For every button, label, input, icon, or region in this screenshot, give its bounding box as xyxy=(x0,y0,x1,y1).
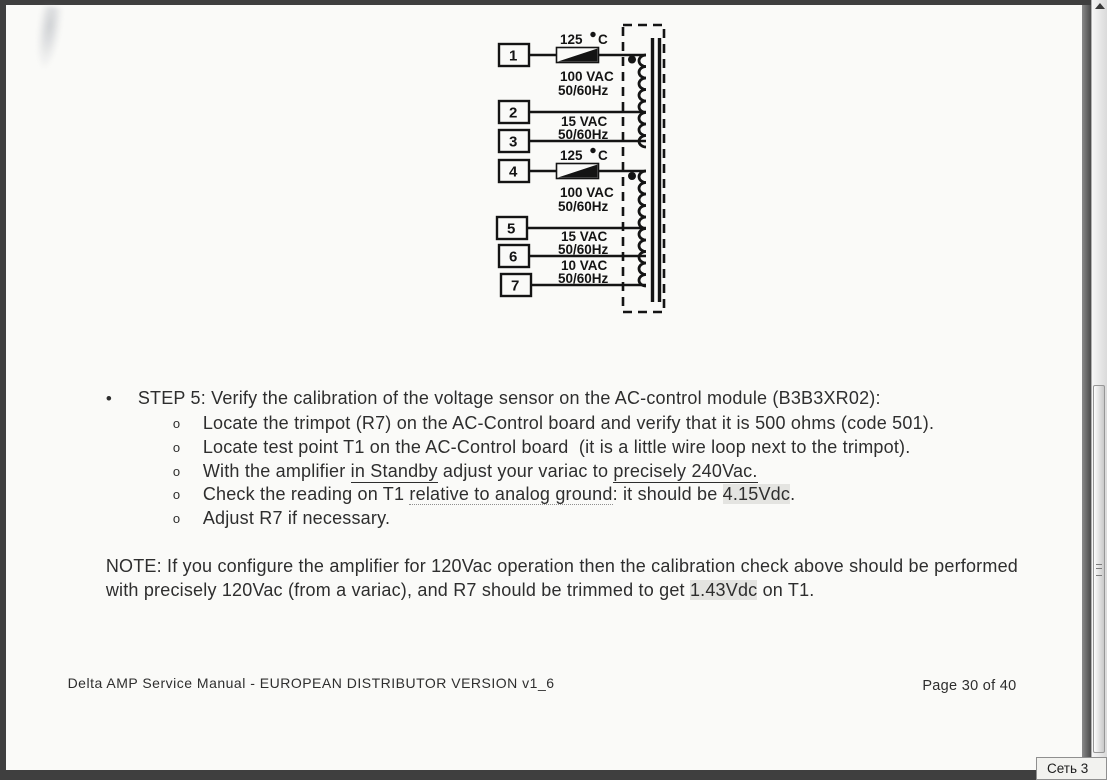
network-status-tooltip xyxy=(1036,757,1107,780)
degree-dot-icon xyxy=(590,32,595,37)
terminal-boxes xyxy=(497,44,531,296)
note-text: NOTE: If you configure the amplifier for 120Vac operation then the calibration check above should be performed xyxy=(105,556,1018,576)
svg-text:125: 125 xyxy=(560,32,583,47)
terminal-number: 6 xyxy=(509,248,518,266)
voltage-label: 10 VAC xyxy=(561,258,608,273)
terminal-number: 4 xyxy=(509,163,518,181)
bullet-icon: • xyxy=(105,389,112,408)
voltage-label: 15 VAC xyxy=(561,229,608,244)
svg-text:125: 125 xyxy=(560,148,583,163)
sub-item-text: . xyxy=(790,484,796,504)
frequency-label: 50/60Hz xyxy=(558,242,609,257)
sub-item-text: adjust your variac to xyxy=(437,461,614,481)
footer-title-text: Delta AMP Service Manual - EUROPEAN DISTRIBUTOR VERSION v1_6 xyxy=(67,675,555,691)
frequency-label: 50/60Hz xyxy=(558,83,609,98)
voltage-label: 100 VAC xyxy=(560,69,614,84)
step5-heading: STEP 5: Verify the calibration of the voltage sensor on the AC-control module (B3B3XR02): xyxy=(137,388,881,408)
footer-page-number xyxy=(905,653,1017,719)
scrollbar-thumb[interactable] xyxy=(1093,385,1105,753)
degree-dot-icon xyxy=(590,148,595,153)
circle-bullet-icon: o xyxy=(172,464,181,479)
circle-bullet-icon: o xyxy=(172,511,181,526)
page-number-text: Page 30 of 40 xyxy=(922,678,1017,694)
highlighted-value: 4.15Vdc xyxy=(722,484,791,504)
circle-bullet-icon: o xyxy=(172,487,181,502)
terminal-number: 2 xyxy=(509,104,518,122)
circle-bullet-icon: o xyxy=(172,416,181,431)
note-line-2 xyxy=(85,557,815,623)
note-text: on T1. xyxy=(757,580,815,600)
scrollbar-grip-icon xyxy=(1096,564,1102,576)
svg-text:C: C xyxy=(598,32,608,47)
frequency-label: 50/60Hz xyxy=(558,127,609,142)
note-text: with precisely 120Vac (from a variac), and R7 should be trimmed to get xyxy=(105,580,690,600)
circle-bullet-icon: o xyxy=(172,440,181,455)
sub-item-text: : it should be xyxy=(612,484,723,504)
fuse-temp-label xyxy=(560,148,608,163)
terminal-number: 7 xyxy=(511,277,520,295)
polarity-dot-icon xyxy=(628,56,636,64)
dotted-underline-text: relative to analog ground xyxy=(409,484,613,504)
voltage-label: 15 VAC xyxy=(561,114,608,129)
sub-item-text: Adjust R7 if necessary. xyxy=(202,508,391,528)
terminal-number: 5 xyxy=(507,220,516,238)
transformer-diagram xyxy=(488,18,678,320)
fuse-temp-label xyxy=(560,32,608,47)
terminal-number: 1 xyxy=(509,47,518,65)
thermal-fuse-icon xyxy=(557,164,599,179)
polarity-dot-icon xyxy=(628,172,636,180)
frequency-label: 50/60Hz xyxy=(558,271,609,286)
voltage-label: 100 VAC xyxy=(560,185,614,200)
sub-item-text: Check the reading on T1 xyxy=(202,484,410,504)
thermal-fuse-icon xyxy=(557,48,599,63)
vertical-scrollbar[interactable] xyxy=(1091,0,1107,780)
frequency-label: 50/60Hz xyxy=(558,199,609,214)
underlined-text: precisely 240Vac. xyxy=(613,461,758,481)
highlighted-value: 1.43Vdc xyxy=(689,580,758,600)
page-edge-shadow xyxy=(1082,5,1091,770)
sub-item-text: Locate the trimpot (R7) on the AC-Control board and verify that it is 500 ohms (code 501). xyxy=(202,413,935,433)
scroll-up-arrow-icon[interactable] xyxy=(1095,3,1105,9)
network-tooltip-text: Сеть 3 xyxy=(1047,761,1089,776)
sub-item-text: With the amplifier xyxy=(202,461,351,481)
underlined-text: in Standby xyxy=(350,461,438,481)
terminal-number: 3 xyxy=(509,133,518,151)
footer-document-title xyxy=(50,650,555,716)
transformer-core xyxy=(653,38,660,302)
svg-text:C: C xyxy=(598,148,608,163)
sub-item-text: Locate test point T1 on the AC-Control board (it is a little wire loop next to the trimpot). xyxy=(202,437,911,457)
